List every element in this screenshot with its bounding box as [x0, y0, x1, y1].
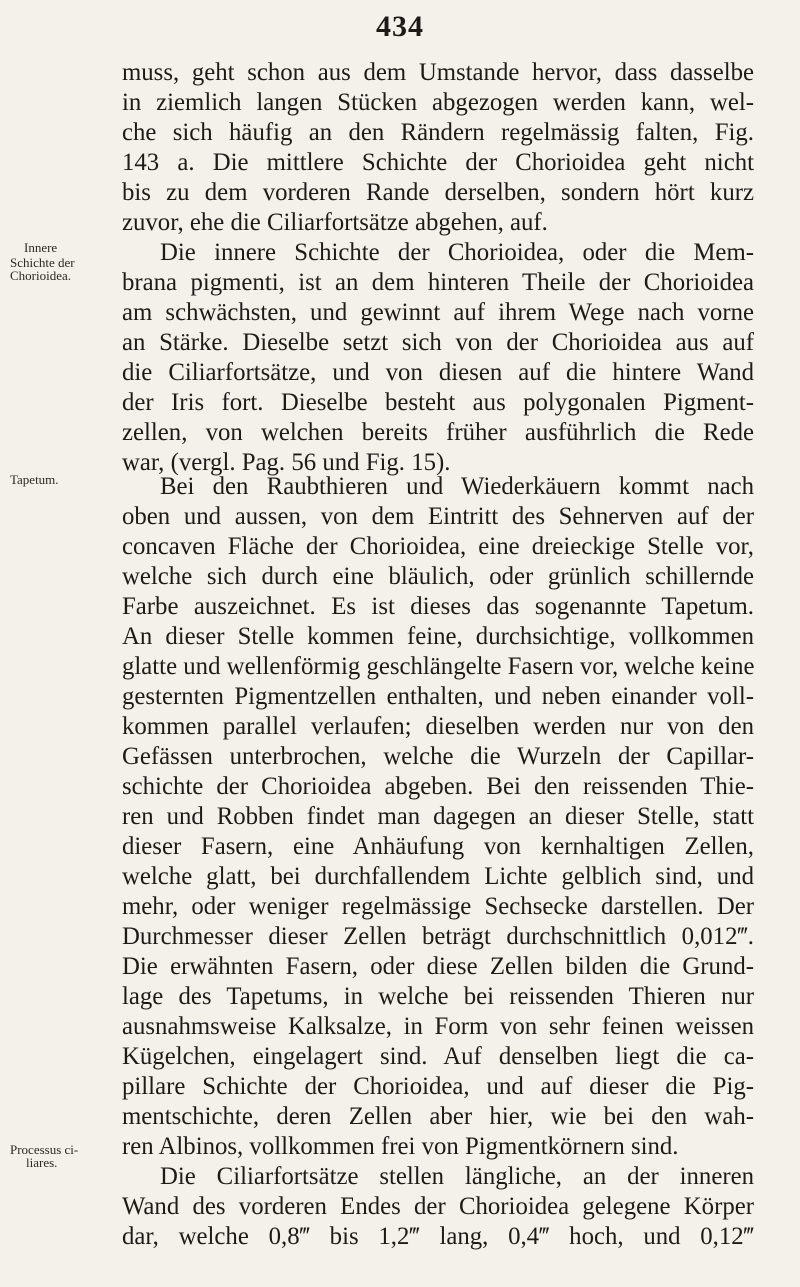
- text-line: der Iris fort. Dieselbe besteht aus polygonalen Pigment-: [122, 389, 754, 416]
- text-line: Farbe auszeichnet. Es ist dieses das sogenannte Tapetum.: [122, 593, 754, 620]
- text-line: ren und Robben findet man dagegen an dieser Stelle, statt: [122, 803, 754, 830]
- margin-note-line: Tapetum.: [10, 472, 59, 487]
- text-line: dieser Fasern, eine Anhäufung von kernhaltigen Zellen,: [122, 833, 754, 860]
- text-line: in ziemlich langen Stücken abgezogen werden kann, wel-: [122, 89, 754, 116]
- text-line: lage des Tapetums, in welche bei reissenden Thieren nur: [122, 983, 754, 1010]
- page-number: 434: [376, 10, 424, 43]
- margin-note-line: Chorioidea.: [10, 268, 72, 283]
- text-line: che sich häufig an den Rändern regelmässig falten, Fig.: [122, 119, 754, 146]
- text-line: pillare Schichte der Chorioidea, und auf dieser die Pig-: [122, 1073, 754, 1100]
- text-line: Die innere Schichte der Chorioidea, oder die Mem-: [160, 239, 754, 266]
- text-line: Wand des vorderen Endes der Chorioidea gelegene Körper: [122, 1193, 754, 1220]
- margin-note-processus-ciliares: [10, 1143, 128, 1169]
- text-line: brana pigmenti, ist an dem hinteren Theile der Chorioidea: [122, 269, 754, 296]
- text-line: gesternten Pigmentzellen enthalten, und neben einander voll-: [122, 683, 754, 710]
- margin-note-line: liares.: [26, 1155, 58, 1170]
- text-line: an Stärke. Dieselbe setzt sich von der Chorioidea aus auf: [122, 329, 754, 356]
- text-line: zuvor, ehe die Ciliarfortsätze abgehen, auf.: [122, 209, 548, 236]
- text-line: zellen, von welchen bereits früher ausführlich die Rede: [122, 419, 754, 446]
- text-line: ausnahmsweise Kalksalze, in Form von sehr feinen weissen: [122, 1013, 754, 1040]
- text-line: ren Albinos, vollkommen frei von Pigmentkörnern sind.: [122, 1133, 679, 1160]
- text-line: concaven Fläche der Chorioidea, eine dreieckige Stelle vor,: [122, 533, 754, 560]
- text-line: dar, welche 0,8‴ bis 1,2‴ lang, 0,4‴ hoch, und 0,12‴: [122, 1223, 754, 1250]
- text-line: An dieser Stelle kommen feine, durchsichtige, vollkommen: [122, 623, 754, 650]
- margin-note-tapetum: [10, 473, 128, 486]
- text-line: Kügelchen, eingelagert sind. Auf denselben liegt die ca-: [122, 1043, 754, 1070]
- text-line: 143 a. Die mittlere Schichte der Chorioidea geht nicht: [122, 149, 754, 176]
- text-line: muss, geht schon aus dem Umstande hervor, dass dasselbe: [122, 59, 754, 86]
- text-line: welche glatt, bei durchfallendem Lichte gelblich sind, und: [122, 863, 754, 890]
- text-line: Die erwähnten Fasern, oder diese Zellen bilden die Grund-: [122, 953, 754, 980]
- text-line: Die Ciliarfortsätze stellen längliche, an der inneren: [160, 1163, 754, 1190]
- text-line: Bei den Raubthieren und Wiederkäuern kommt nach: [160, 473, 754, 500]
- text-line: mentschichte, deren Zellen aber hier, wie bei den wah-: [122, 1103, 754, 1130]
- text-line: glatte und wellenförmig geschlängelte Fasern vor, welche keine: [122, 653, 755, 680]
- text-line: welche sich durch eine bläulich, oder grünlich schillernde: [122, 563, 754, 590]
- text-line: schichte der Chorioidea abgeben. Bei den reissenden Thie-: [122, 773, 754, 800]
- text-line: oben und aussen, von dem Eintritt des Sehnerven auf der: [122, 503, 754, 530]
- text-line: am schwächsten, und gewinnt auf ihrem Wege nach vorne: [122, 299, 754, 326]
- text-line: Durchmesser dieser Zellen beträgt durchschnittlich 0,012‴.: [122, 923, 754, 950]
- margin-note-innere-schichte: [10, 241, 128, 282]
- margin-note-line: Schichte der: [10, 255, 75, 270]
- margin-note-line: Processus ci-: [10, 1142, 79, 1157]
- text-line: bis zu dem vorderen Rande derselben, sondern hört kurz: [122, 179, 754, 206]
- text-line: die Ciliarfortsätze, und von diesen auf die hintere Wand: [122, 359, 754, 386]
- text-line: kommen parallel verlaufen; dieselben werden nur von den: [122, 713, 754, 740]
- text-line: war, (vergl. Pag. 56 und Fig. 15).: [122, 449, 451, 476]
- margin-note-line: Innere: [24, 240, 58, 255]
- text-line: Gefässen unterbrochen, welche die Wurzeln der Capillar-: [122, 743, 754, 770]
- text-line: mehr, oder weniger regelmässige Sechsecke darstellen. Der: [122, 893, 754, 920]
